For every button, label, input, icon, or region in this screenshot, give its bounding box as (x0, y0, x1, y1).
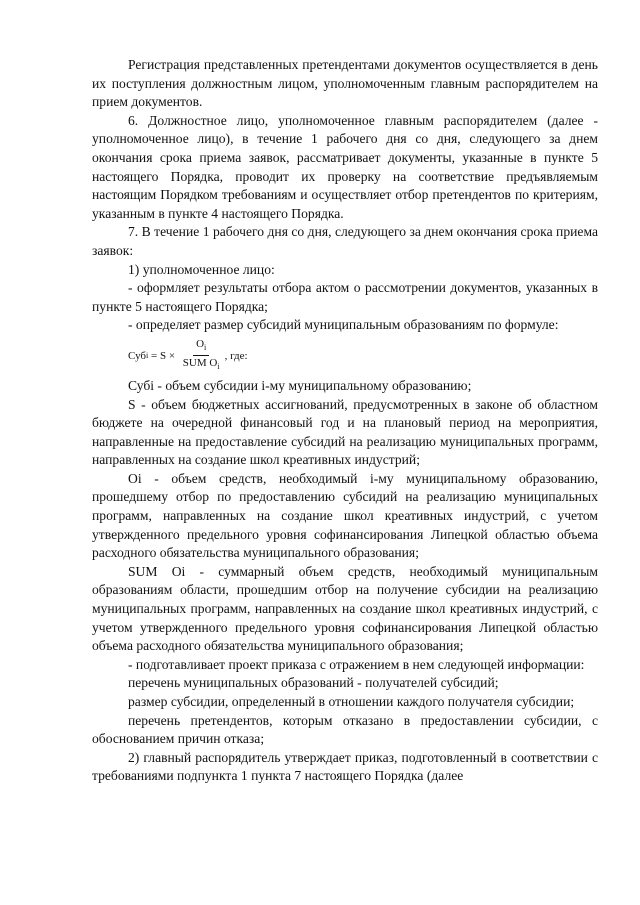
paragraph-def-sum-oi: SUM Oi - суммарный объем средств, необходимый муниципальным образованиям области, прошедшим отбор на получение субсидии на реализацию муниципальных программ, направленных на создание школ креативных индустрий, с учетом утвержденного предельного уровня софинансирования Липецкой областью объема расходного обязательства муниципального образования; (92, 563, 598, 654)
paragraph-formula-intro: - определяет размер субсидий муниципальным образованиям по формуле: (128, 317, 559, 333)
paragraph-item-6: 6. Должностное лицо, уполномоченное главным распорядителем (далее - уполномоченное лицо), в течение 1 рабочего дня со дня, следующего за днем окончания срока приема заявок, рассматривает документы, указанные в пункте 5 настоящего Порядка, проводит их проверку на соответствие предъявляемым настоящим Порядком требованиям и осуществляет отбор претендентов по критериям, указанным в пункте 4 настоящего Порядка. (92, 112, 598, 221)
subsidy-formula (128, 339, 598, 373)
paragraph-def-s: S - объем бюджетных ассигнований, предусмотренных в законе об областном бюджете на очередной финансовый год и на плановый период на мероприятия, направленные на предоставление субсидий на реализацию муниципальных программ, направленных на создание школ креативных индустрий; (92, 396, 598, 468)
paragraph-prepare-order: - подготавливает проект приказа с отражением в нем следующей информации: (128, 656, 585, 672)
formula-denominator: SUM $O_i$ (182, 357, 220, 372)
formula-suffix: , где: (224, 349, 248, 362)
formula-fraction (180, 338, 223, 373)
paragraph-item-7: 7. В течение 1 рабочего дня со дня, следующего за днем окончания срока приема заявок: (92, 224, 598, 258)
paragraph-subitem-2: 2) главный распорядитель утверждает приказ, подготовленный в соответствии с требованиями подпункта 1 пункта 7 настоящего Порядка (далее (92, 749, 598, 784)
formula-lhs-subscript: i (146, 350, 149, 360)
paragraph-registration: Регистрация представленных претендентами документов осуществляется в день их поступления должностным лицом, уполномоченным главным распорядителем на прием документов. (92, 57, 598, 110)
paragraph-list-recipients: перечень муниципальных образований - получателей субсидий; (128, 675, 499, 691)
formula-numerator: $O_i$ (193, 338, 209, 356)
formula-lhs: Суб (128, 349, 147, 362)
paragraph-def-sub: Субi - объем субсидии i-му муниципальному образованию; (128, 377, 472, 393)
paragraph-def-oi: Oi - объем средств, необходимый i-му муниципальному образованию, прошедшему отбор по предоставлению субсидий на реализацию муниципальных программ, направленных на создание школ креативных индустрий, с учетом утвержденного предельного уровня софинансирования Липецкой областью объема расходного обязательства муниципального образования; (92, 470, 598, 561)
paragraph-act: - оформляет результаты отбора актом о рассмотрении документов, указанных в пункте 5 настоящего Порядка; (92, 280, 598, 314)
paragraph-subsidy-size: размер субсидии, определенный в отношении каждого получателя субсидии; (128, 694, 575, 709)
formula-equals: = S × (148, 349, 178, 362)
paragraph-refused-list: перечень претендентов, которым отказано в предоставлении субсидии, с обоснованием причин отказа; (92, 712, 598, 747)
paragraph-subitem-1: 1) уполномоченное лицо: (128, 261, 275, 277)
